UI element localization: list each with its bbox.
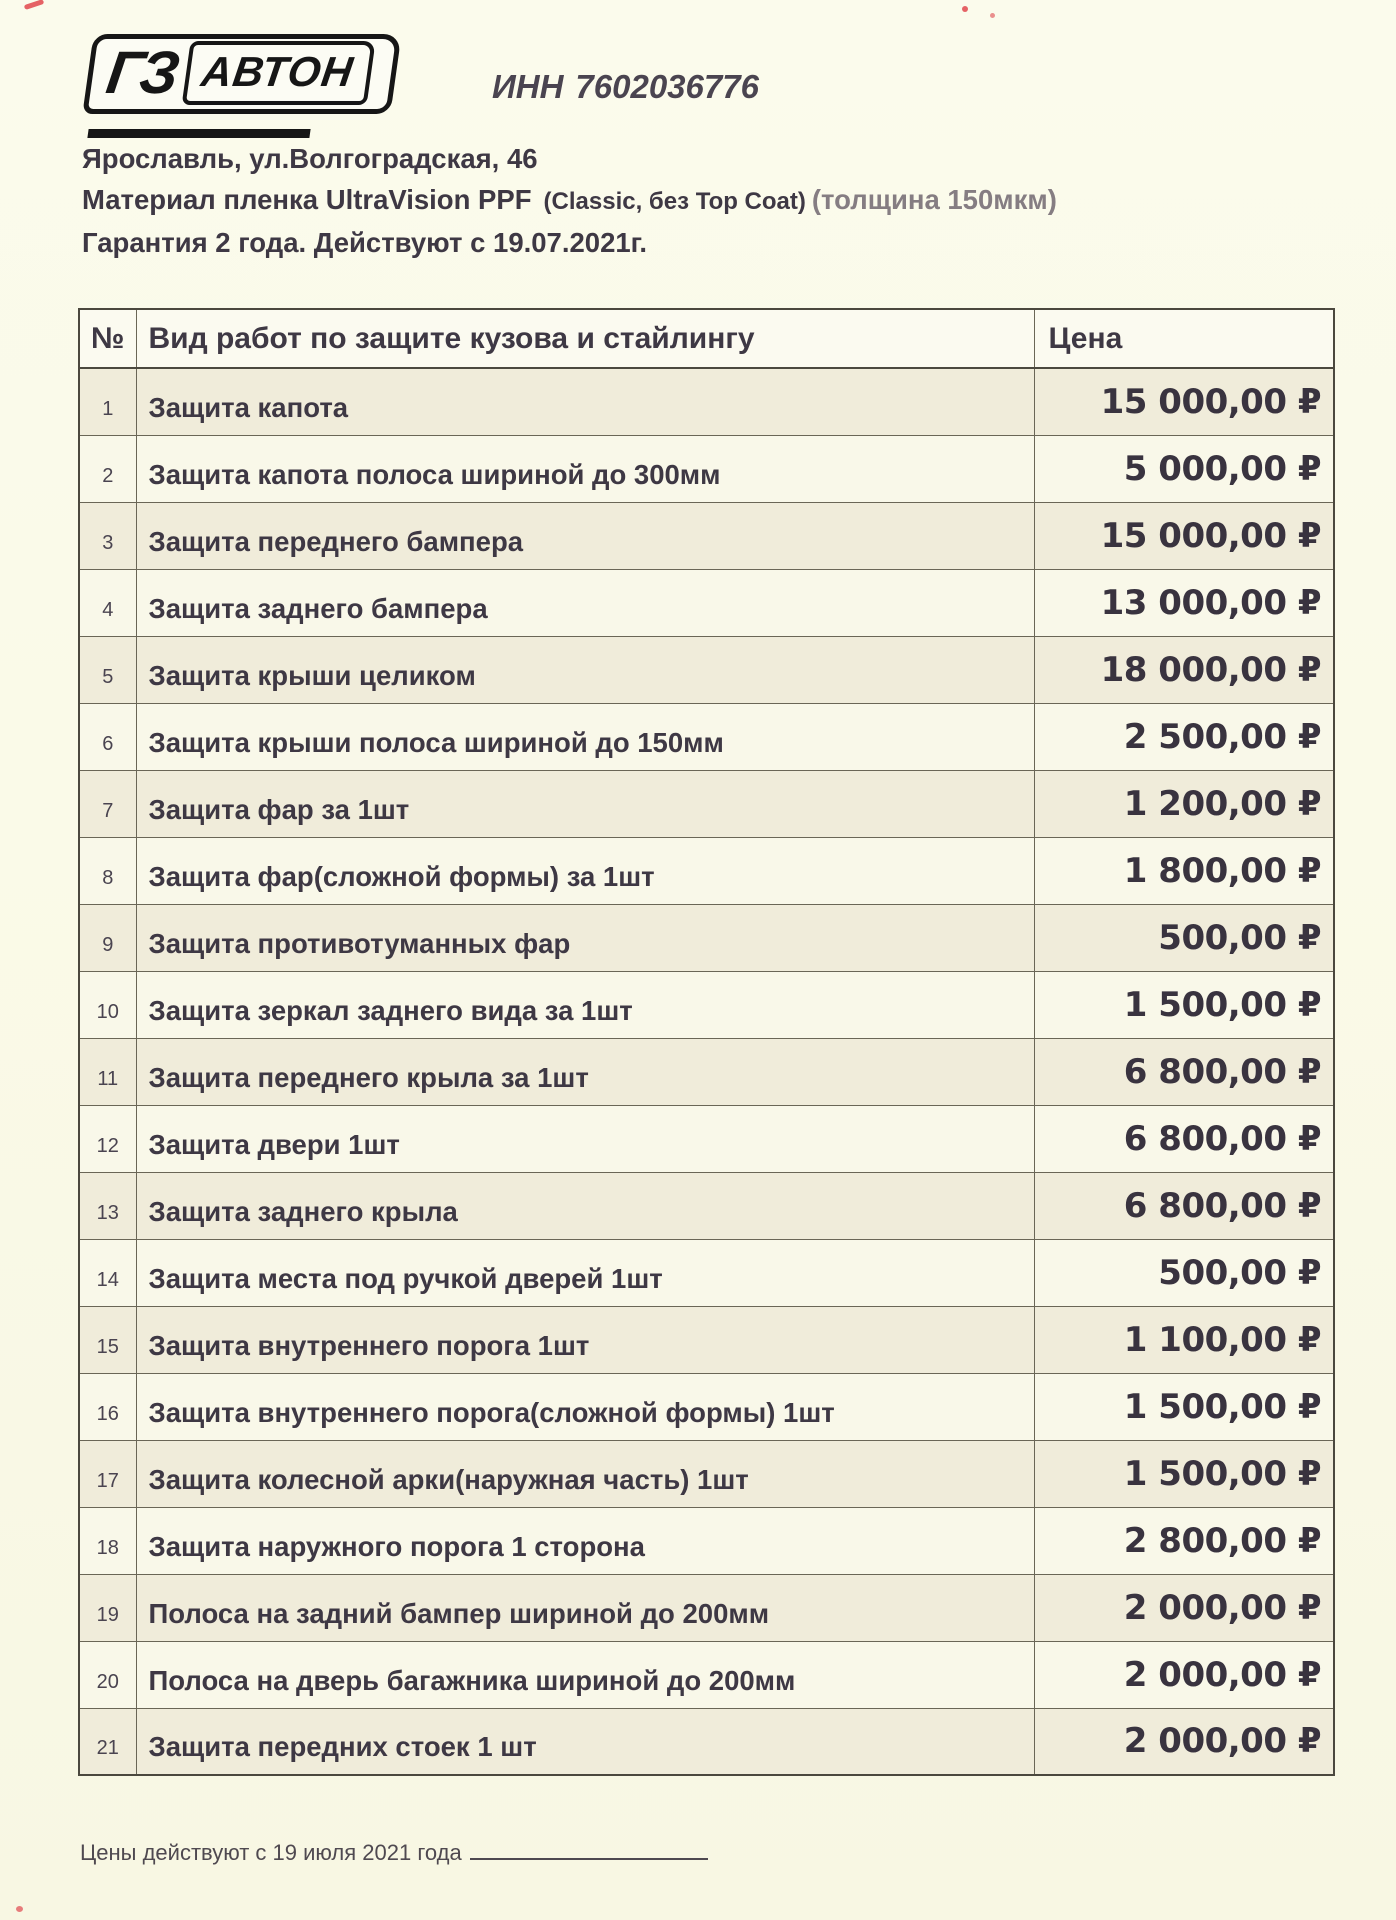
row-number: 4 [79,569,136,636]
footer-note-text: Цены действуют с 19 июля 2021 года [80,1840,462,1865]
material-thickness: (толщина 150мкм) [811,184,1057,215]
signature-line [470,1854,708,1860]
work-description: Защита капота полоса шириной до 300мм [136,435,1034,502]
warranty-line: Гарантия 2 года. Действуют с 19.07.2021г. [82,227,647,258]
price-value: 15 000,00 ₽ [1034,368,1334,435]
work-description: Защита переднего бампера [136,502,1034,569]
row-number: 6 [79,703,136,770]
work-description: Защита фар(сложной формы) за 1шт [136,837,1034,904]
work-description: Защита места под ручкой дверей 1шт [136,1239,1034,1306]
table-row [79,1105,1334,1172]
row-number: 14 [79,1239,136,1306]
work-description: Полоса на задний бампер шириной до 200мм [136,1574,1034,1641]
price-value: 13 000,00 ₽ [1034,569,1334,636]
work-description: Защита крыши полоса шириной до 150мм [136,703,1034,770]
row-number: 7 [79,770,136,837]
inn-line [492,68,759,106]
price-value: 1 200,00 ₽ [1034,770,1334,837]
row-number: 8 [79,837,136,904]
table-row [79,1306,1334,1373]
price-value: 1 800,00 ₽ [1034,837,1334,904]
row-number: 2 [79,435,136,502]
column-header-price: Цена [1034,309,1334,368]
work-description: Защита заднего бампера [136,569,1034,636]
scan-artifact [16,1906,23,1912]
work-description: Защита наружного порога 1 сторона [136,1507,1034,1574]
work-description: Защита переднего крыла за 1шт [136,1038,1034,1105]
logo-prefix-text: ГЗ [102,39,181,106]
price-value: 500,00 ₽ [1034,904,1334,971]
price-value: 2 000,00 ₽ [1034,1574,1334,1641]
table-row [79,1708,1334,1775]
work-description: Защита колесной арки(наружная часть) 1шт [136,1440,1034,1507]
row-number: 17 [79,1440,136,1507]
row-number: 16 [79,1373,136,1440]
price-value: 18 000,00 ₽ [1034,636,1334,703]
work-description: Полоса на дверь багажника шириной до 200мм [136,1641,1034,1708]
row-number: 21 [79,1708,136,1775]
table-row [79,636,1334,703]
price-value: 6 800,00 ₽ [1034,1105,1334,1172]
header-info [82,138,1322,263]
logo-name-text: АВТОН [181,41,375,105]
scan-artifact [962,6,968,12]
row-number: 20 [79,1641,136,1708]
price-value: 2 500,00 ₽ [1034,703,1334,770]
work-description: Защита двери 1шт [136,1105,1034,1172]
work-description: Защита заднего крыла [136,1172,1034,1239]
price-value: 500,00 ₽ [1034,1239,1334,1306]
row-number: 5 [79,636,136,703]
row-number: 10 [79,971,136,1038]
row-number: 19 [79,1574,136,1641]
table-row [79,837,1334,904]
row-number: 3 [79,502,136,569]
table-row [79,1172,1334,1239]
logo-box [82,34,401,114]
table-row [79,1574,1334,1641]
price-value: 6 800,00 ₽ [1034,1172,1334,1239]
table-row [79,703,1334,770]
company-logo [88,34,396,114]
table-row [79,1239,1334,1306]
table-row [79,971,1334,1038]
scan-artifact [990,13,995,18]
row-number: 13 [79,1172,136,1239]
material-variant: (Classic, без Top Coat) [543,188,806,215]
price-value: 2 800,00 ₽ [1034,1507,1334,1574]
table-header-row [79,309,1334,368]
price-value: 1 500,00 ₽ [1034,1373,1334,1440]
material-line [82,179,1322,222]
address-line: Ярославль, ул.Волгоградская, 46 [82,143,538,174]
price-table [78,308,1335,1776]
row-number: 12 [79,1105,136,1172]
table-row [79,502,1334,569]
table-row [79,569,1334,636]
row-number: 18 [79,1507,136,1574]
work-description: Защита зеркал заднего вида за 1шт [136,971,1034,1038]
table-row [79,1440,1334,1507]
row-number: 11 [79,1038,136,1105]
price-value: 1 100,00 ₽ [1034,1306,1334,1373]
price-value: 1 500,00 ₽ [1034,971,1334,1038]
price-value: 2 000,00 ₽ [1034,1708,1334,1775]
table-row [79,904,1334,971]
table-row [79,770,1334,837]
row-number: 15 [79,1306,136,1373]
work-description: Защита капота [136,368,1034,435]
price-value: 6 800,00 ₽ [1034,1038,1334,1105]
table-row [79,368,1334,435]
work-description: Защита противотуманных фар [136,904,1034,971]
footer-note [80,1840,708,1866]
logo-underline [87,129,310,138]
work-description: Защита крыши целиком [136,636,1034,703]
table-row [79,1641,1334,1708]
material-prefix: Материал пленка UltraVision PPF [82,184,532,215]
table-row [79,1373,1334,1440]
table-row [79,1038,1334,1105]
work-description: Защита фар за 1шт [136,770,1034,837]
price-value: 2 000,00 ₽ [1034,1641,1334,1708]
work-description: Защита внутреннего порога 1шт [136,1306,1034,1373]
inn-value: 7602036776 [575,68,759,105]
inn-label: ИНН [492,68,564,105]
work-description: Защита передних стоек 1 шт [136,1708,1034,1775]
table-body [79,368,1334,1775]
price-value: 15 000,00 ₽ [1034,502,1334,569]
work-description: Защита внутреннего порога(сложной формы) 1шт [136,1373,1034,1440]
row-number: 1 [79,368,136,435]
table-row [79,1507,1334,1574]
row-number: 9 [79,904,136,971]
scan-artifact [24,0,45,10]
table-row [79,435,1334,502]
price-value: 5 000,00 ₽ [1034,435,1334,502]
column-header-work: Вид работ по защите кузова и стайлингу [136,309,1034,368]
price-value: 1 500,00 ₽ [1034,1440,1334,1507]
column-header-number: № [79,309,136,368]
